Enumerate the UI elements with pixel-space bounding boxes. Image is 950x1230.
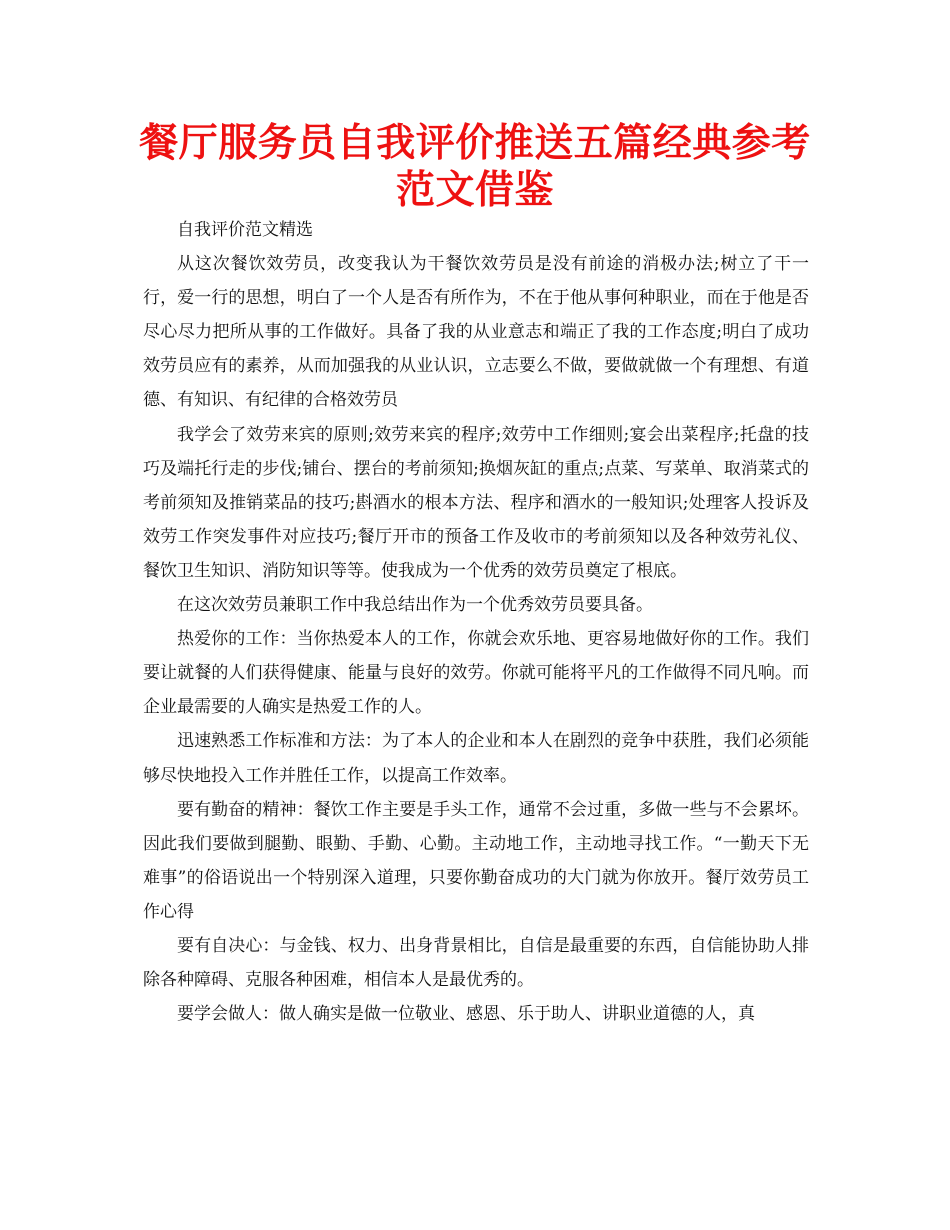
document-title: 餐厅服务员自我评价推送五篇经典参考范文借鉴	[139, 121, 811, 213]
document-body	[143, 213, 809, 1031]
paragraph: 我学会了效劳来宾的原则;效劳来宾的程序;效劳中工作细则;宴会出菜程序;托盘的技巧及端托行走的步伐;铺台、摆台的考前须知;换烟灰缸的重点;点菜、写菜单、取消菜式的考前须知及推销菜品的技巧;斟酒水的根本方法、程序和酒水的一般知识;处理客人投诉及效劳工作突发事件对应技巧;餐厅开市的预备工作及收市的考前须知以及各种效劳礼仪、餐饮卫生知识、消防知识等等。使我成为一个优秀的效劳员奠定了根底。	[143, 424, 809, 581]
paragraph: 在这次效劳员兼职工作中我总结出作为一个优秀效劳员要具备。	[177, 595, 653, 616]
paragraph: 要有勤奋的精神：餐饮工作主要是手头工作，通常不会过重，多做一些与不会累坏。因此我们要做到腿勤、眼勤、手勤、心勤。主动地工作，主动地寻找工作。“一勤天下无难事”的俗语说出一个特别深入道理，只要你勤奋成功的大门就为你放开。餐厅效劳员工作心得	[143, 799, 809, 922]
paragraph: 要有自决心：与金钱、权力、出身背景相比，自信是最重要的东西，自信能协助人排除各种障碍、克服各种困难，相信本人是最优秀的。	[143, 935, 809, 991]
paragraph: 要学会做人：做人确实是做一位敬业、感恩、乐于助人、讲职业道德的人，真	[177, 1004, 755, 1025]
paragraph-heading: 自我评价范文精选	[177, 220, 313, 240]
paragraph: 从这次餐饮效劳员，改变我认为干餐饮效劳员是没有前途的消极办法;树立了干一行，爱一行的思想，明白了一个人是否有所作为，不在于他从事何种职业，而在于他是否尽心尽力把所从事的工作做好。具备了我的从业意志和端正了我的工作态度;明白了成功效劳员应有的素养，从而加强我的从业认识，立志要么不做，要做就做一个有理想、有道德、有知识、有纪律的合格效劳员	[143, 254, 809, 411]
paragraph: 热爱你的工作：当你热爱本人的工作，你就会欢乐地、更容易地做好你的工作。我们要让就餐的人们获得健康、能量与良好的效劳。你就可能将平凡的工作做得不同凡响。而企业最需要的人确实是热爱工作的人。	[143, 629, 809, 718]
paragraph: 迅速熟悉工作标准和方法：为了本人的企业和本人在剧烈的竞争中获胜，我们必须能够尽快地投入工作并胜任工作，以提高工作效率。	[143, 731, 809, 786]
